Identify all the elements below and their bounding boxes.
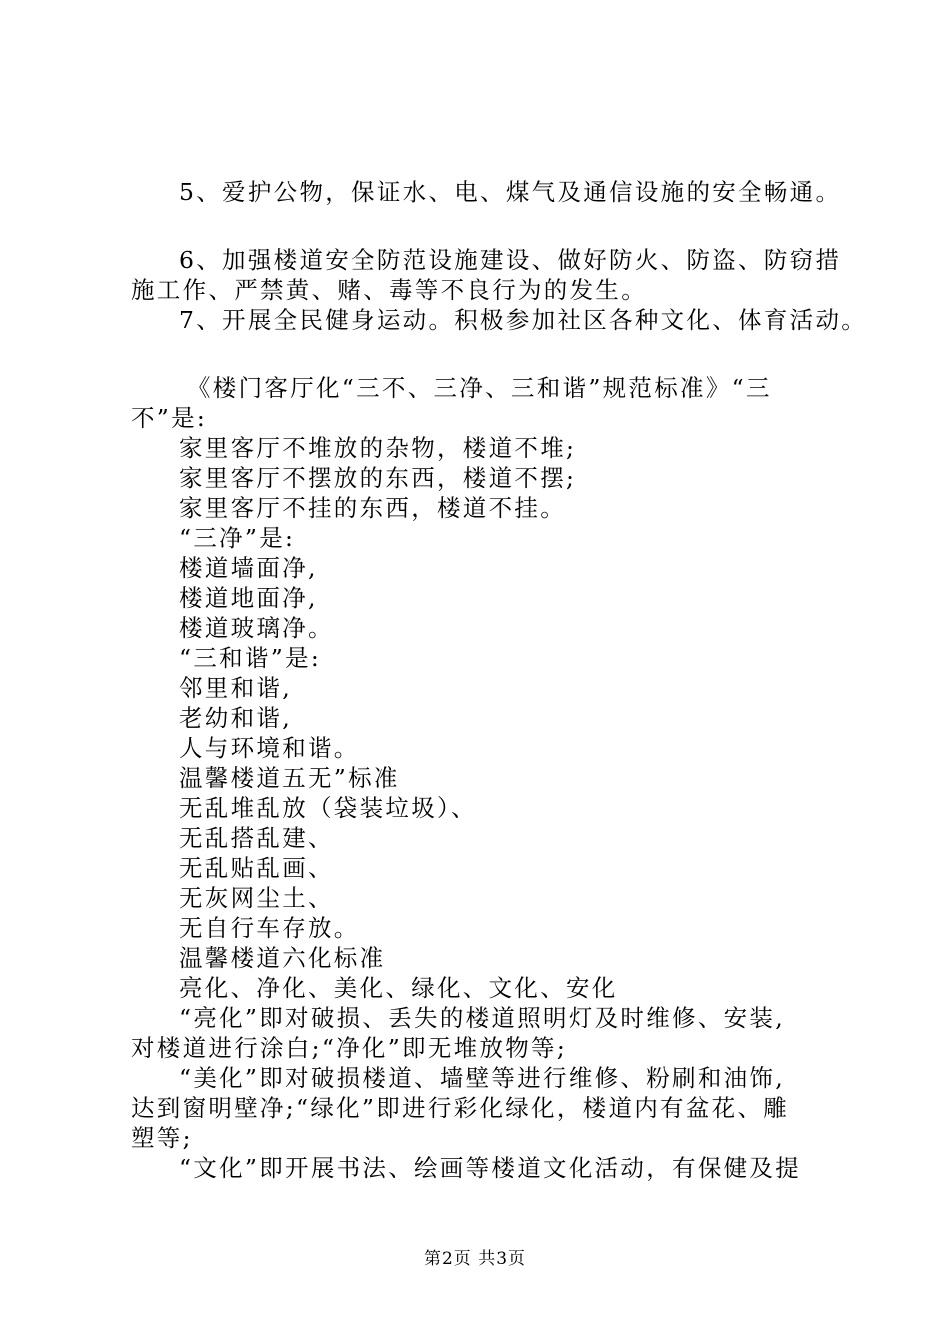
page-footer: 第2页 共3页: [423, 1249, 527, 1269]
text-line: 无自行车存放。: [179, 914, 360, 942]
text-line: 塑等;: [131, 1124, 193, 1152]
text-line: 人与环境和谐。: [179, 734, 360, 762]
text-line: 邻里和谐,: [179, 674, 292, 702]
text-line: 温馨楼道五无”标准: [179, 764, 400, 792]
text-line: “三和谐”是:: [179, 644, 322, 672]
text-line: 6、加强楼道安全防范设施建设、做好防火、防盗、防窃措: [179, 246, 842, 274]
text-line: 施工作、严禁黄、赌、毒等不良行为的发生。: [131, 276, 647, 304]
text-line: “三净”是:: [179, 524, 296, 552]
text-line: “美化”即对破损楼道、墙壁等进行维修、粉刷和油饰,: [179, 1064, 785, 1092]
text-line: 家里客厅不摆放的东西，楼道不摆;: [179, 464, 577, 492]
text-line: “文化”即开展书法、绘画等楼道文化活动，有保健及提: [179, 1154, 802, 1182]
text-line: 7、开展全民健身运动。积极参加社区各种文化、体育活动。: [179, 306, 868, 334]
text-line: 无乱贴乱画、: [179, 854, 334, 882]
text-line: 无乱堆乱放（袋装垃圾）、: [179, 794, 477, 822]
text-line: 不”是:: [131, 404, 208, 432]
text-line: 《楼门客厅化“三不、三净、三和谐”规范标准》“三: [187, 374, 772, 402]
document-body: [131, 177, 868, 1183]
text-line: 家里客厅不堆放的杂物，楼道不堆;: [179, 434, 577, 462]
text-line: 楼道玻璃净。: [179, 614, 334, 642]
text-line: 楼道地面净,: [179, 584, 318, 612]
text-line: 达到窗明壁净;“绿化”即进行彩化绿化，楼道内有盆花、雕: [131, 1094, 790, 1122]
text-line: 楼道墙面净,: [179, 554, 318, 582]
text-line: 家里客厅不挂的东西，楼道不挂。: [179, 494, 566, 522]
text-line: 无灰网尘土、: [179, 884, 334, 912]
text-line: 对楼道进行涂白;“净化”即无堆放物等;: [131, 1034, 568, 1062]
text-line: 温馨楼道六化标准: [179, 944, 386, 972]
text-line: 5、爱护公物，保证水、电、煤气及通信设施的安全畅通。: [179, 178, 842, 206]
text-line: 无乱搭乱建、: [179, 824, 334, 852]
text-line: “亮化”即对破损、丢失的楼道照明灯及时维修、安装,: [179, 1004, 785, 1032]
text-line: 老幼和谐,: [179, 704, 292, 732]
text-line: 亮化、净化、美化、绿化、文化、安化: [179, 974, 618, 1002]
